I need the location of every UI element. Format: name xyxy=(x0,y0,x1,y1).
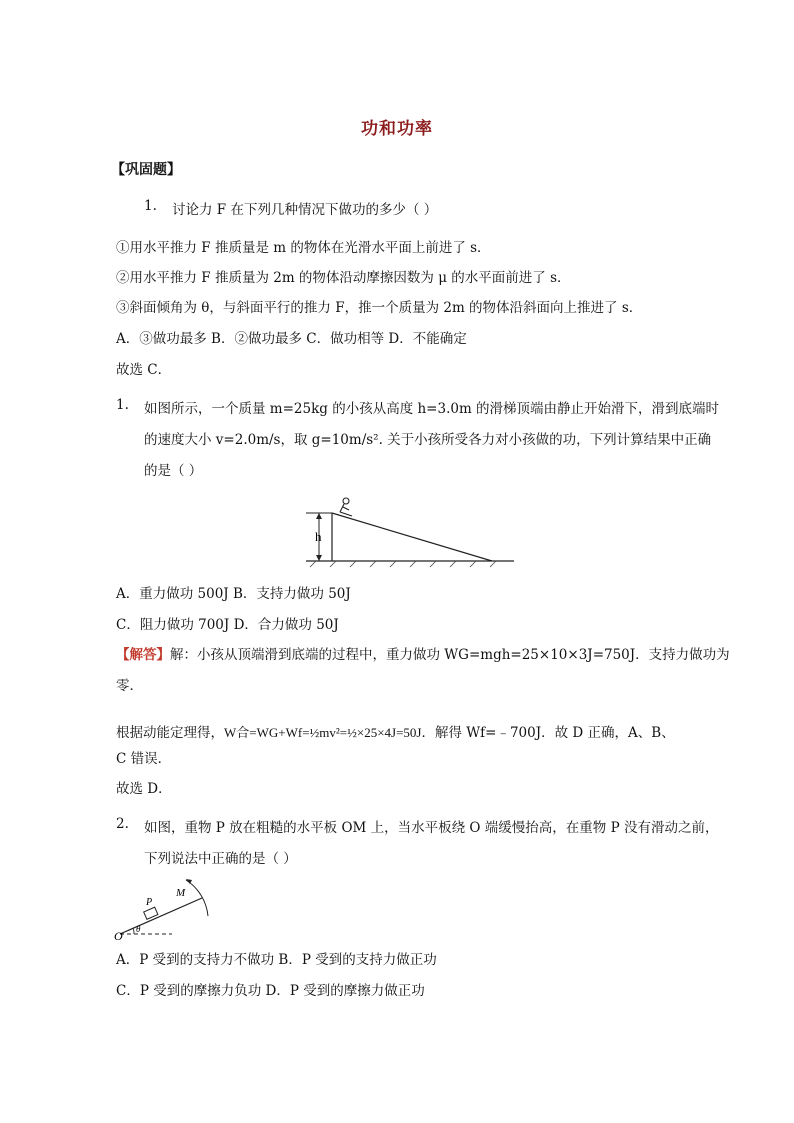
page-title: 功和功率 xyxy=(361,119,433,139)
q0-number: 1. xyxy=(144,198,157,214)
svg-text:P: P xyxy=(146,897,153,908)
q1-stem-line2: 的速度大小 v=2.0m/s，取 g=10m/s². 关于小孩所受各力对小孩做的功，下列计算结果中正确 xyxy=(144,432,712,448)
q2-options-ab: A．P 受到的支持力不做功 B．P 受到的支持力做正功 xyxy=(116,952,437,968)
svg-text:M: M xyxy=(176,887,186,899)
q1-answer: 故选 D． xyxy=(116,781,172,797)
q2-number: 2. xyxy=(116,816,129,832)
q1-options-cd: C．阻力做功 700J D．合力做功 50J xyxy=(116,617,339,633)
section-heading: 【巩固题】 xyxy=(111,162,181,178)
slide-figure xyxy=(296,490,518,570)
q0-case-1: ①用水平推力 F 推质量是 m 的物体在光滑水平面上前进了 s． xyxy=(116,240,491,256)
q1-solution-line2: 零． xyxy=(116,678,143,694)
q1-solution-line3: 根据动能定理得，W合=WG+Wf=½mv²=½×25×4J=50J．解得 Wf=﹣700J．故 D 正确，A、B、 xyxy=(116,725,675,741)
q0-answer: 故选 C． xyxy=(116,362,172,378)
height-label: h xyxy=(315,529,322,544)
q2-stem-line2: 下列说法中正确的是（ ） xyxy=(144,851,297,867)
q2-stem-line1: 如图，重物 P 放在粗糙的水平板 OM 上，当水平板绕 O 端缓慢抬高，在重物 P 没有滑动之前， xyxy=(144,820,719,836)
q1-solution-line4: C 错误． xyxy=(116,751,172,767)
child-icon xyxy=(340,498,352,516)
q1-options-ab: A．重力做功 500J B．支持力做功 50J xyxy=(116,586,351,602)
q1-solution-line1: 【解答】解：小孩从顶端滑到底端的过程中，重力做功 WG=mgh=25×10×3J=750J．支持力做功为 xyxy=(116,647,730,663)
q0-options: A．③做功最多 B．②做功最多 C．做功相等 D．不能确定 xyxy=(116,331,467,347)
solution-tag: 【解答】 xyxy=(116,647,170,663)
q1-number: 1. xyxy=(116,397,129,413)
svg-text:O: O xyxy=(114,929,123,942)
q0-case-2: ②用水平推力 F 推质量为 2m 的物体沿动摩擦因数为 μ 的水平面前进了 s． xyxy=(116,270,571,286)
q0-case-3: ③斜面倾角为 θ，与斜面平行的推力 F，推一个质量为 2m 的物体沿斜面向上推进了 s． xyxy=(116,300,643,316)
svg-text:θ: θ xyxy=(136,924,141,934)
incline-board-figure xyxy=(112,876,222,942)
q1-stem-line3: 的是（ ） xyxy=(144,463,203,479)
q1-stem-line1: 如图所示，一个质量 m=25kg 的小孩从高度 h=3.0m 的滑梯顶端由静止开始滑下，滑到底端时 xyxy=(144,401,720,417)
work-energy-formula: W合=WG+Wf=½mv²=½×25×4J=50J xyxy=(224,725,422,740)
q2-options-cd: C．P 受到的摩擦力负功 D．P 受到的摩擦力做正功 xyxy=(116,983,425,999)
q0-stem: 讨论力 F 在下列几种情况下做功的多少（ ） xyxy=(172,202,438,218)
